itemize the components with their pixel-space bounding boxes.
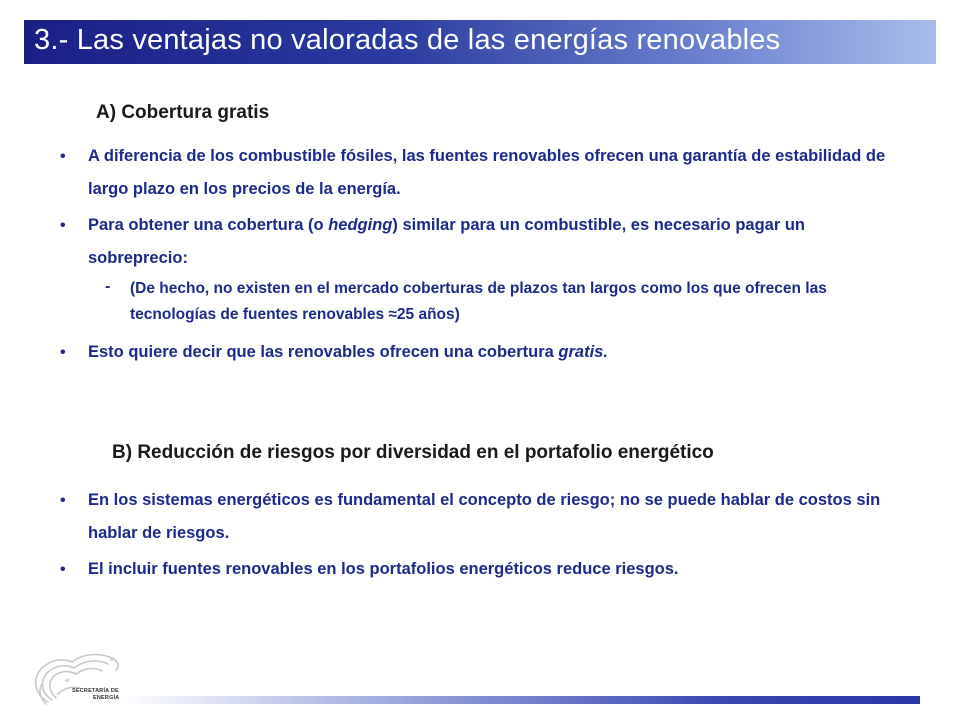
section-b-list [60, 484, 900, 589]
bullet-text: En los sistemas energéticos es fundamental el concepto de riesgo; no se puede hablar de costos sin hablar de riesgos. [88, 491, 881, 542]
footer-gradient-bar [122, 696, 920, 704]
logo-text-line1: SECRETARÍA DE [72, 688, 119, 694]
bullet-icon: • [60, 148, 66, 165]
list-item [60, 140, 900, 206]
bullet-icon: • [60, 492, 66, 509]
bullet-text-part: Para obtener una cobertura (o [88, 216, 329, 234]
section-a-heading: A) Cobertura gratis [96, 102, 270, 123]
bullet-text-emphasis: gratis. [558, 343, 608, 361]
list-item [60, 336, 900, 369]
list-item [60, 553, 900, 586]
bullet-text-part: Esto quiere decir que las renovables ofrecen una cobertura [88, 343, 559, 361]
section-b-heading: B) Reducción de riesgos por diversidad en el portafolio energético [112, 442, 714, 463]
bullet-icon: • [60, 344, 66, 361]
bullet-text: A diferencia de los combustible fósiles, las fuentes renovables ofrecen una garantía de estabilidad de largo plazo en los precios de la energía. [88, 147, 886, 198]
bullet-icon: • [60, 217, 66, 234]
bullet-text-emphasis: hedging [328, 216, 393, 234]
bullet-text: El incluir fuentes renovables en los portafolios energéticos reduce riesgos. [88, 560, 679, 578]
slide-title: 3.- Las ventajas no valoradas de las energías renovables [34, 24, 781, 56]
dash-icon: - [105, 278, 111, 295]
list-item [60, 209, 900, 275]
bullet-text-part: ) similar para un combustible, es necesario pagar un sobreprecio: [88, 216, 806, 267]
sub-bullet-text: (De hecho, no existen en el mercado coberturas de plazos tan largos como los que ofrecen las tecnologías de fuentes renovables ≈25 años) [130, 280, 827, 323]
section-a-list [60, 140, 900, 372]
title-bar [24, 20, 936, 64]
bullet-icon: • [60, 561, 66, 578]
list-item [60, 484, 900, 550]
sub-list-item [60, 276, 900, 328]
logo-text-line2: ENERGÍA [93, 695, 120, 701]
